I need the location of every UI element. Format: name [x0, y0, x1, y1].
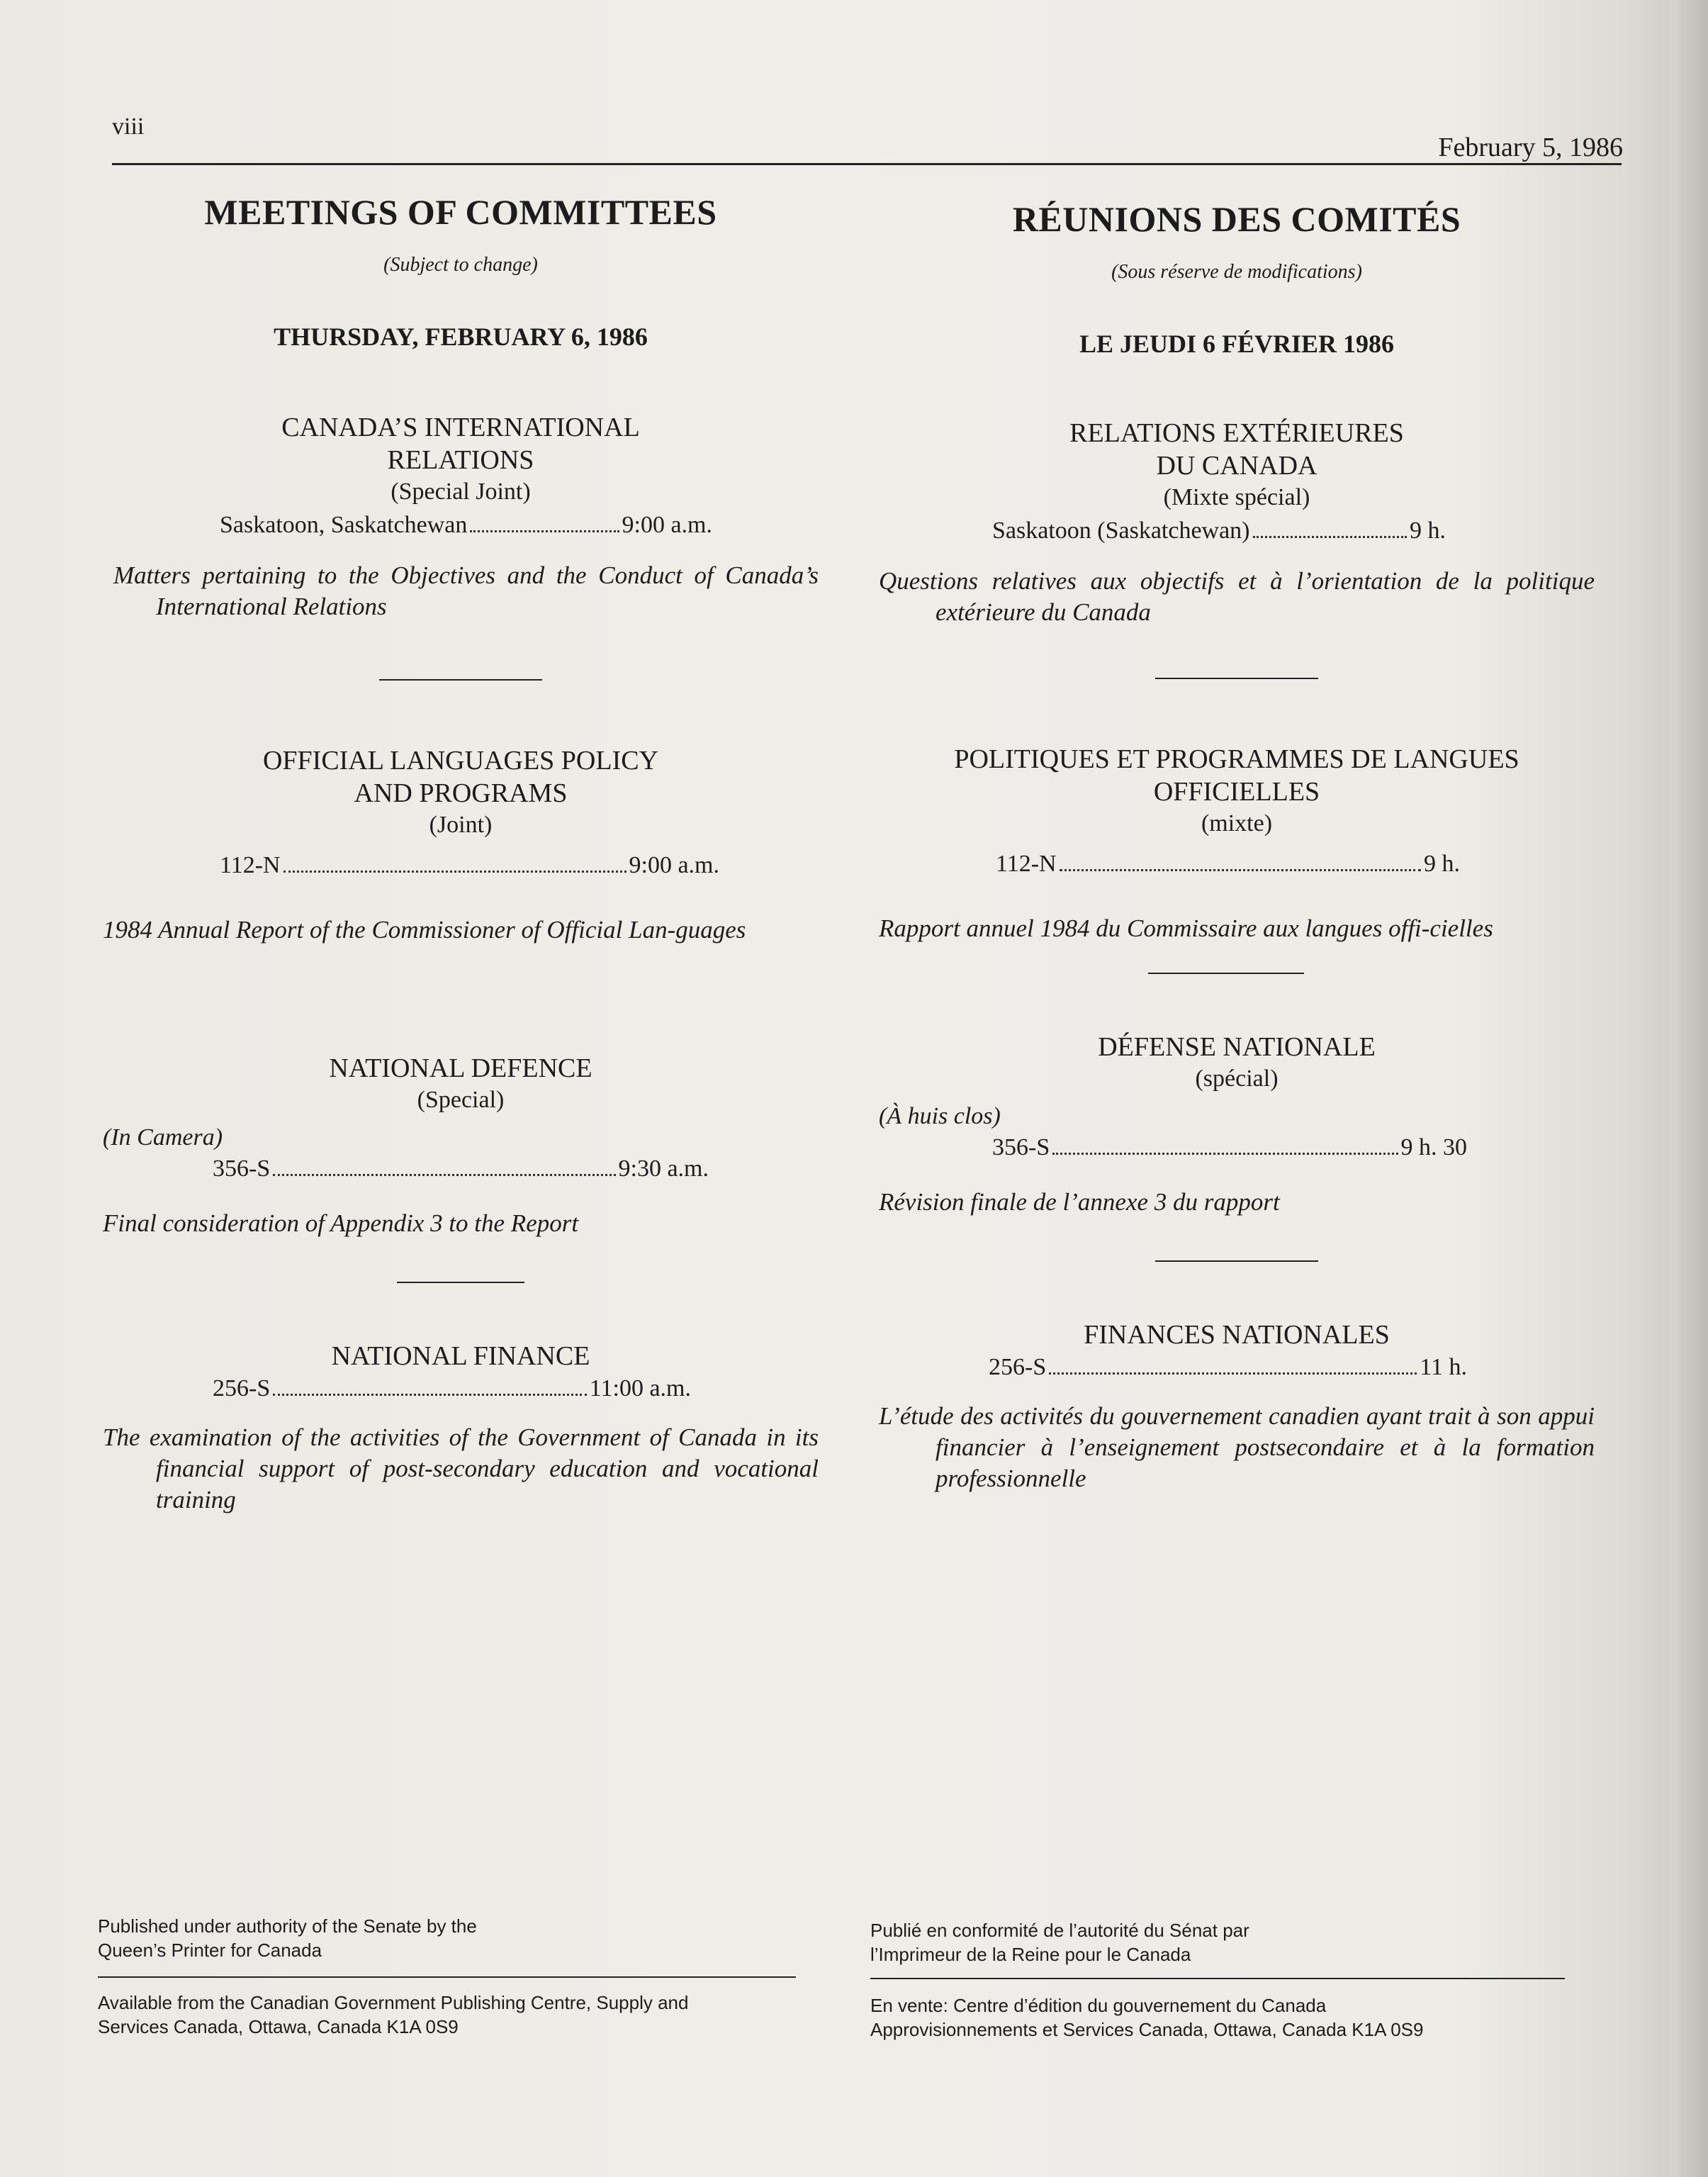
english-column: [103, 191, 819, 1516]
committee-room: Saskatoon, Saskatchewan: [220, 512, 468, 538]
committee-name: FINANCES NATIONALES: [1084, 1320, 1390, 1350]
committee-name-line2: OFFICIELLES: [1153, 777, 1320, 807]
footer-line: Approvisionnements et Services Canada, Ottawa, Canada K1A 0S9: [870, 2019, 1424, 2040]
committee-room: 356-S: [992, 1134, 1050, 1160]
leader-dots: [1060, 869, 1421, 871]
committee-room-time: [103, 512, 819, 539]
header-date: February 5, 1986: [1438, 133, 1623, 162]
leader-dots: [1049, 1372, 1417, 1375]
leader-dots: [1052, 1153, 1398, 1155]
footer-rule-fr: [870, 1978, 1565, 1979]
committee-description: Rapport annuel 1984 du Commissaire aux langues offi-cielles: [879, 914, 1493, 942]
committee-time: 9:00 a.m.: [622, 512, 712, 538]
committee-time: 9 h.: [1410, 517, 1446, 544]
committee-name: NATIONAL FINANCE: [331, 1341, 590, 1371]
french-day-heading: LE JEUDI 6 FÉVRIER 1986: [1079, 330, 1395, 358]
committee-type: (spécial): [1195, 1065, 1279, 1092]
committee-time: 11 h.: [1420, 1354, 1467, 1380]
committee-room: Saskatoon (Saskatchewan): [992, 517, 1250, 544]
footer-fr-published: [870, 1918, 1249, 1966]
committee-name: CANADA’S INTERNATIONAL: [281, 413, 640, 442]
committee-type: (Special Joint): [391, 479, 531, 505]
committee-room: 356-S: [213, 1155, 271, 1182]
committee-block: [879, 743, 1595, 944]
committee-description: Matters pertaining to the Objectives and the Conduct of Canada’s International Relations: [113, 561, 819, 620]
committee-description: 1984 Annual Report of the Commissioner of Official Lan-guages: [103, 916, 746, 944]
english-subject-note: (Subject to change): [383, 254, 538, 276]
separator-rule: [1155, 678, 1318, 679]
committee-name-line2: AND PROGRAMS: [354, 778, 568, 808]
committee-time: 9:00 a.m.: [629, 852, 719, 878]
committee-room-time: [879, 851, 1595, 878]
committee-description: Final consideration of Appendix 3 to the Report: [103, 1209, 579, 1237]
committee-name: POLITIQUES ET PROGRAMMES DE LANGUES: [954, 744, 1519, 774]
committee-room-time: [103, 1375, 819, 1402]
committee-type: (mixte): [1201, 810, 1273, 836]
committee-block: [879, 1319, 1595, 1494]
leader-dots: [273, 1174, 615, 1176]
committee-room-time: [879, 517, 1595, 544]
footer-line: Publié en conformité de l’autorité du Sénat par: [870, 1920, 1249, 1941]
committee-block: [103, 411, 819, 622]
committee-block: [103, 744, 819, 946]
leader-dots: [470, 530, 619, 532]
separator-rule: [1155, 1260, 1318, 1262]
committee-description: The examination of the activities of the Government of Canada in its financial support of post-secondary education and vocational training: [103, 1423, 819, 1513]
camera-note: (In Camera): [103, 1124, 223, 1151]
french-title: RÉUNIONS DES COMITÉS: [1012, 199, 1461, 239]
footer-rule-en: [98, 1976, 796, 1978]
footer-line: l’Imprimeur de la Reine pour le Canada: [870, 1944, 1191, 1965]
separator-rule: [397, 1282, 524, 1283]
separator-rule: [1148, 973, 1304, 974]
committee-block: [879, 417, 1595, 628]
leader-dots: [273, 1394, 587, 1396]
committee-room-time: [879, 1134, 1595, 1161]
committee-name: RELATIONS EXTÉRIEURES: [1069, 418, 1404, 448]
committee-description: L’étude des activités du gouvernement canadien ayant trait à son appui financier à l’enseignement postsecondaire et à la formation professionnelle: [879, 1402, 1595, 1492]
french-column: [879, 198, 1595, 1494]
english-day-heading: THURSDAY, FEBRUARY 6, 1986: [274, 323, 648, 351]
committee-type: (Mixte spécial): [1163, 484, 1310, 510]
footer-fr-available: [870, 1993, 1423, 2042]
page-number: viii: [112, 113, 145, 140]
committee-room-time: [103, 852, 819, 879]
committee-type: (Special): [417, 1087, 505, 1113]
footer-en-published: [98, 1914, 477, 1962]
committee-type: (Joint): [429, 812, 493, 838]
committee-time: 9:30 a.m.: [618, 1155, 709, 1182]
committee-room-time: [879, 1354, 1595, 1381]
committee-room: 256-S: [989, 1354, 1047, 1380]
committee-block: [103, 1052, 819, 1239]
french-subject-note: (Sous réserve de modifications): [1111, 261, 1362, 283]
committee-description: Questions relatives aux objectifs et à l’orientation de la politique extérieure du Canada: [879, 567, 1595, 626]
committee-room: 256-S: [213, 1375, 271, 1401]
committee-room: 112-N: [220, 852, 281, 878]
committee-name-line2: DU CANADA: [1156, 451, 1317, 481]
committee-name: NATIONAL DEFENCE: [329, 1053, 592, 1083]
camera-note: (À huis clos): [879, 1103, 1001, 1129]
committee-time: 9 h.: [1424, 851, 1460, 877]
footer-line: En vente: Centre d’édition du gouvernement du Canada: [870, 1995, 1327, 2016]
separator-rule: [379, 679, 542, 681]
committee-block: [879, 1031, 1595, 1218]
committee-room-time: [103, 1155, 819, 1182]
committee-block: [103, 1340, 819, 1516]
leader-dots: [283, 871, 627, 873]
leader-dots: [1253, 536, 1407, 538]
footer-line: Available from the Canadian Government Publishing Centre, Supply and: [98, 1992, 689, 2013]
footer-line: Services Canada, Ottawa, Canada K1A 0S9: [98, 2016, 459, 2037]
footer-en-available: [98, 1991, 688, 2039]
committee-room: 112-N: [996, 851, 1057, 877]
footer-line: Queen’s Printer for Canada: [98, 1940, 322, 1961]
page-edge-shadow: [1669, 0, 1708, 2177]
committee-name-line2: RELATIONS: [387, 445, 534, 475]
committee-time: 11:00 a.m.: [589, 1375, 691, 1401]
committee-description: Révision finale de l’annexe 3 du rapport: [879, 1188, 1280, 1216]
header-rule: [112, 163, 1622, 165]
committee-time: 9 h. 30: [1400, 1134, 1467, 1160]
english-title: MEETINGS OF COMMITTEES: [204, 192, 717, 232]
committee-name: OFFICIAL LANGUAGES POLICY: [262, 746, 659, 776]
committee-name: DÉFENSE NATIONALE: [1098, 1032, 1376, 1062]
footer-line: Published under authority of the Senate by the: [98, 1915, 477, 1937]
